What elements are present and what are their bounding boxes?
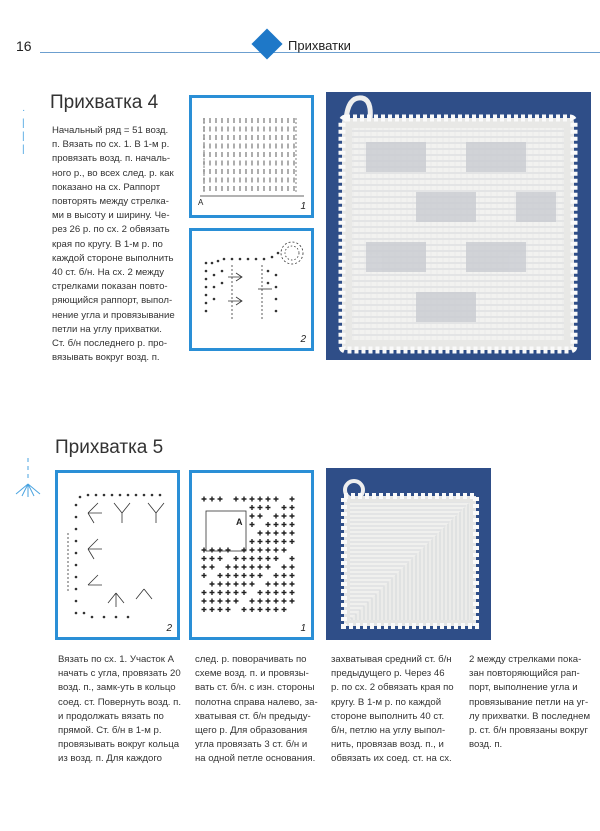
text-line: края по кругу. В 1-м р. по — [52, 238, 163, 250]
text-line: угла провязать 3 ст. б/н и — [195, 739, 308, 751]
section4-photo — [326, 92, 591, 360]
diagram-marker: A — [198, 198, 204, 207]
text-line: Ст. б/н последнего р. про- — [52, 338, 168, 350]
text-line: на одной петле основания. — [195, 753, 316, 765]
text-line: стрелками показан повто- — [52, 281, 168, 293]
text-line: Вязать по сх. 1. Участок А — [58, 654, 174, 665]
text-line: 40 ст. б/н. На сх. 2 между — [52, 267, 165, 279]
section5-photo — [326, 468, 491, 640]
page-number: 16 — [16, 38, 32, 54]
diagram-number: 1 — [300, 201, 306, 212]
text-line: ми в высоту и ширину. Че- — [52, 210, 170, 222]
text-line: прямой. Ст. б/н в 1-м р. — [58, 725, 162, 737]
section4-diagram-1 — [189, 95, 314, 218]
text-line: вязывать вокруг возд. п. — [52, 352, 160, 364]
text-line: порт, выполнение угла и — [469, 682, 578, 694]
text-line: возд. п., замк-уть в кольцо — [58, 682, 176, 694]
potholder-photo — [326, 468, 491, 640]
text-line: предыдущего р. Через 46 — [331, 668, 445, 680]
cross-stitch-chart — [192, 473, 311, 637]
edging-chart — [192, 231, 311, 348]
diagram-number: 2 — [166, 623, 172, 634]
section4-diagram-2 — [189, 228, 314, 351]
text-line: и продолжать вязать по — [58, 710, 164, 722]
side-sunburst-icon — [14, 458, 42, 498]
text-line: щего р. Для образования — [195, 725, 308, 737]
section5-text-col2 — [195, 653, 320, 767]
text-line: повторять между стрелка- — [52, 196, 169, 208]
text-line: нение угла и провязывание — [52, 309, 175, 321]
section5-diagram-cross — [189, 470, 314, 640]
text-line: провязывать вокруг кольца — [58, 739, 180, 751]
text-line: кругу. В 1-м р. по каждой — [331, 696, 442, 708]
text-line: вать ст. б/н. с изн. стороны — [195, 682, 315, 694]
text-line: обвязать их соед. ст. на сх. — [331, 753, 452, 765]
text-line: из возд. п. Для каждого — [58, 753, 162, 765]
text-line: 2 между стрелками пока- — [469, 654, 582, 665]
section4-title: Прихватка 4 — [50, 92, 159, 113]
text-line: начать с угла, провязать 20 — [58, 668, 181, 680]
edging-chart — [58, 473, 177, 637]
text-line: полотна справа налево, за- — [195, 696, 318, 708]
text-line: провязать возд. п. началь- — [52, 153, 171, 165]
section5-diagram-edging — [55, 470, 180, 640]
text-line: ного р., во всех след. р. как — [52, 167, 174, 179]
side-dash-marks: · | | | — [22, 105, 26, 155]
section5-title: Прихватка 5 — [55, 437, 164, 458]
text-line: соед. ст. Повернуть возд. п. — [58, 696, 181, 708]
text-line: схеме возд. п. и провязы- — [195, 668, 309, 680]
text-line: б/н, петлю на углу выпол- — [331, 725, 446, 737]
section5-text-col1 — [58, 653, 186, 767]
text-line: зан повторяющийся рап- — [469, 668, 580, 680]
stitch-chart — [192, 98, 311, 215]
text-line: хватывая ст. б/н предыду- — [195, 710, 311, 722]
text-line: петли на углу прихватки. — [52, 323, 162, 335]
header-diamond-icon — [251, 28, 282, 59]
text-line: п. Вязать по сх. 1. В 1-м р. — [52, 139, 170, 151]
text-line: р. по сх. 2 обвязать края по — [331, 682, 454, 694]
potholder-photo — [326, 92, 591, 360]
text-line: Начальный ряд = 51 возд. — [52, 125, 169, 136]
text-line: рез 26 р. по сх. 2 обвязать — [52, 224, 170, 236]
text-line: захватывая средний ст. б/н — [331, 654, 452, 665]
text-line: провязывание петли на уг- — [469, 696, 589, 708]
diagram-number: 2 — [300, 334, 306, 345]
diagram-marker: A — [236, 517, 243, 527]
text-line: нить, провязав возд. п., и — [331, 739, 444, 751]
text-line: лу прихватки. В последнем — [469, 710, 591, 722]
text-line: показано на сх. Раппорт — [52, 181, 161, 193]
text-line: р. ст. б/н провязаны вокруг — [469, 725, 588, 737]
section4-text — [52, 124, 187, 365]
text-line: стороне выполнить 40 ст. — [331, 710, 445, 722]
diagram-number: 1 — [300, 623, 306, 634]
section5-text-col3 — [331, 653, 459, 767]
section5-text-col4 — [469, 653, 597, 752]
text-line: каждой стороне выполнить — [52, 252, 174, 264]
text-line: возд. п. — [469, 739, 503, 751]
text-line: след. р. поворачивать по — [195, 654, 307, 665]
header-title: Прихватки — [288, 38, 351, 53]
text-line: ряющийся раппорт, выпол- — [52, 295, 173, 307]
